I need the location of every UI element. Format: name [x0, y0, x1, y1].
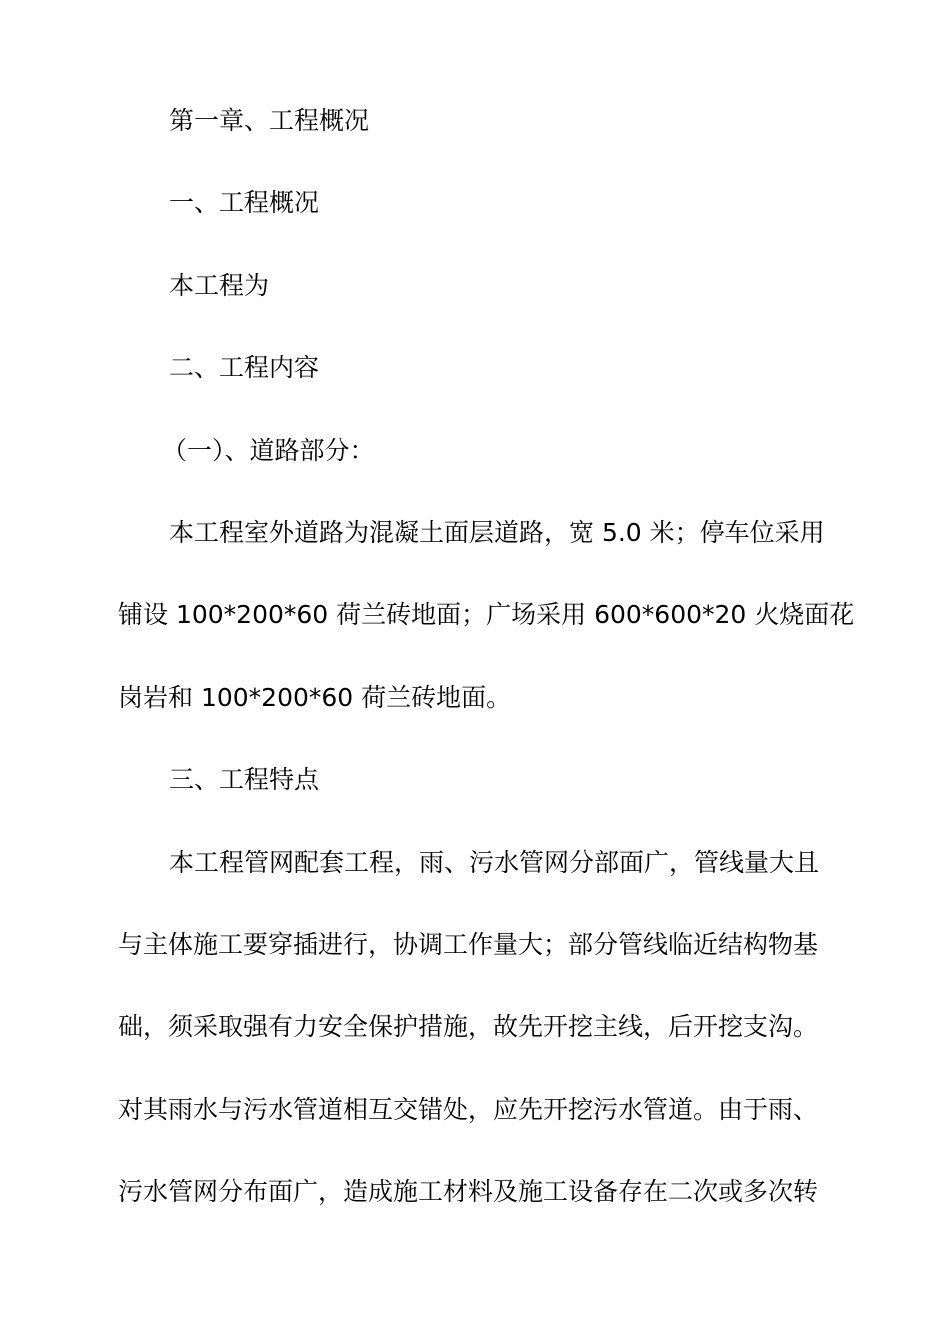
chapter-title: 第一章、工程概况: [169, 106, 370, 135]
document-body: [118, 96, 860, 1249]
paragraph-line: 污水管网分布面广，造成施工材料及施工设备存在二次或多次转: [118, 1177, 819, 1207]
paragraph-line: 本工程室外道路为混凝土面层道路，宽 5.0 米；停车位采用: [169, 517, 825, 547]
paragraph-line: 铺设 100*200*60 荷兰砖地面；广场采用 600*600*20 火烧面花: [118, 600, 855, 630]
paragraph-line: 本工程管网配套工程，雨、污水管网分部面广，管线量大且: [169, 847, 820, 877]
paragraph-line: 对其雨水与污水管道相互交错处，应先开挖污水管道。由于雨、: [118, 1094, 819, 1124]
paragraph-line: 础，须采取强有力安全保护措施，故先开挖主线，后开挖支沟。: [118, 1012, 819, 1042]
paragraph-line: 岗岩和 100*200*60 荷兰砖地面。: [118, 682, 512, 712]
section-heading-overview: 一、工程概况: [169, 188, 320, 218]
subsection-heading-road: （一）、道路部分：: [162, 435, 375, 465]
section-heading-content: 二、工程内容: [169, 353, 320, 383]
overview-text: 本工程为: [169, 270, 270, 300]
section-heading-features: 三、工程特点: [169, 765, 320, 795]
paragraph-line: 与主体施工要穿插进行，协调工作量大；部分管线临近结构物基: [118, 929, 819, 959]
